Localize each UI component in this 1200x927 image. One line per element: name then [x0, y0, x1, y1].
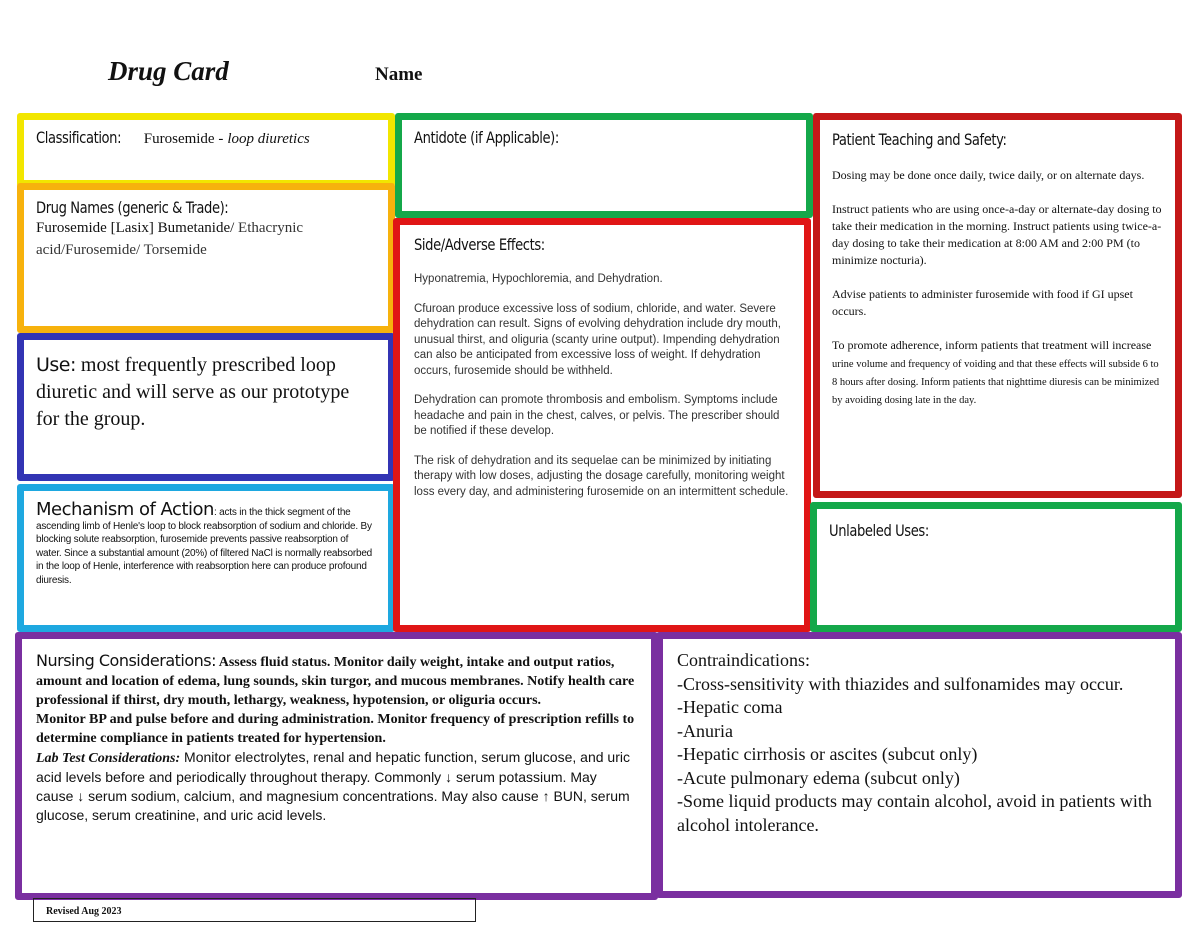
side-effects-p4: The risk of dehydration and its sequelae can be minimized by initiating therapy with low doses, adjusting the dosage carefully, monitoring weight loss every day, and administering furosemide on an intermittent schedule. — [414, 454, 789, 498]
patient-teaching-p1: Dosing may be done once daily, twice daily, or on alternate days. — [832, 168, 1145, 182]
contraindication-item: -Cross-sensitivity with thiazides and sulfonamides may occur. — [677, 673, 1124, 694]
side-effects-box — [393, 218, 811, 632]
contraindication-item: -Hepatic cirrhosis or ascites (subcut only) — [677, 744, 978, 764]
contraindication-item: -Hepatic coma — [677, 697, 783, 717]
lab-test-text: Monitor electrolytes, renal and hepatic function, serum glucose, and uric acid levels before and periodically throughout therapy. Commonly ↓ serum potassium. May cause ↓ serum sodium, calcium, and magnesium concentrations. May also cause ↑ BUN, serum glucose, serum creatinine, and uric acid levels. — [36, 749, 630, 823]
unlabeled-uses-label: Unlabeled Uses: — [829, 521, 929, 540]
antidote-box — [395, 113, 813, 218]
nursing-label: Nursing Considerations: — [36, 651, 216, 670]
side-effects-p2: Cfuroan produce excessive loss of sodium, chloride, and water. Severe dehydration can result. Signs of evolving dehydration include dry mouth, unusual thirst, and oliguria (scanty urine output). Impending dehydration can also be anticipated from excessive loss of weight. If dehydration occurs, furosemide should be withheld. — [414, 302, 781, 377]
patient-teaching-label: Patient Teaching and Safety: — [832, 130, 1007, 149]
patient-teaching-p4b: urine volume and frequency of voiding and that these effects will subside 6 to 8 hours after dosing. Inform patients that nighttime diuresis can be minimized by avoiding dosing late in the day. — [832, 359, 1160, 406]
classification-drug: Furosemide - — [143, 131, 224, 147]
mechanism-label: Mechanism of Action — [36, 499, 214, 520]
revised-footer: Revised Aug 2023 — [33, 898, 476, 922]
classification-box — [17, 113, 395, 187]
use-text: most frequently prescribed loop diuretic and will serve as our prototype for the group. — [36, 354, 350, 430]
drug-names-text-b: Ethacrynic acid/Furosemide/ Torsemide — [36, 220, 304, 258]
classification-class: loop diuretics — [227, 131, 310, 147]
patient-teaching-box — [813, 113, 1182, 498]
nursing-bold-a: Assess fluid status. Monitor daily weight, intake and output ratios, amount and location of edema, lung sounds, skin turgor, and mucous membranes. Notify health care professional if thirst, dry mouth, lethargy, weakness, hypotension, or oliguria occurs. — [36, 655, 635, 708]
lab-test-label: Lab Test Considerations: — [36, 751, 181, 766]
use-box — [17, 333, 395, 481]
use-label: Use: — [36, 354, 76, 376]
mechanism-text: : acts in the thick segment of the ascending limb of Henle's loop to block reabsorption of sodium and chloride. By blocking solute reabsorption, furosemide prevents passive reabsorption of water. Since a substantial amount (20%) of filtered NaCl is normally reabsorbed in the loop of Henle, interference with reabsorption here can produce profound diuresis. — [36, 507, 373, 586]
antidote-label: Antidote (if Applicable): — [414, 128, 559, 147]
drug-names-label: Drug Names (generic & Trade): — [36, 198, 229, 217]
contraindication-item: -Acute pulmonary edema (subcut only) — [677, 767, 960, 788]
side-effects-label: Side/Adverse Effects: — [414, 235, 545, 254]
side-effects-p3: Dehydration can promote thrombosis and embolism. Symptoms include headache and pain in the chest, calves, or pelvis. The prescriber should be notified if these develop. — [414, 394, 780, 437]
mechanism-box — [17, 484, 395, 632]
drug-names-text-a: Furosemide [Lasix] Bumetanide/ — [36, 220, 235, 236]
patient-teaching-p3: Advise patients to administer furosemide with food if GI upset occurs. — [832, 287, 1133, 318]
contraindication-item: -Some liquid products may contain alcohol, avoid in patients with alcohol intolerance. — [677, 791, 1152, 835]
card-title: Drug Card — [108, 56, 229, 86]
contraindication-item: -Anuria — [677, 720, 733, 741]
name-label: Name — [375, 64, 423, 85]
contraindications-box — [656, 632, 1182, 898]
nursing-bold-b: Monitor BP and pulse before and during administration. Monitor frequency of prescription refills to determine compliance in patients treated for hypertension. — [36, 712, 635, 746]
contraindications-label: Contraindications: — [677, 650, 810, 670]
side-effects-p1: Hyponatremia, Hypochloremia, and Dehydration. — [414, 273, 663, 285]
nursing-considerations-box — [15, 632, 658, 900]
patient-teaching-p2: Instruct patients who are using once-a-day or alternate-day dosing to take their medication in the morning. Instruct patients using twice-a-day dosing to take their medication at 8:00 AM and 2:00 PM (to minimize nocturia). — [832, 202, 1162, 267]
classification-label: Classification: — [36, 128, 122, 147]
patient-teaching-p4a: To promote adherence, inform patients that treatment will increase — [832, 338, 1152, 352]
drug-names-box — [17, 183, 395, 333]
unlabeled-uses-box — [810, 502, 1182, 632]
